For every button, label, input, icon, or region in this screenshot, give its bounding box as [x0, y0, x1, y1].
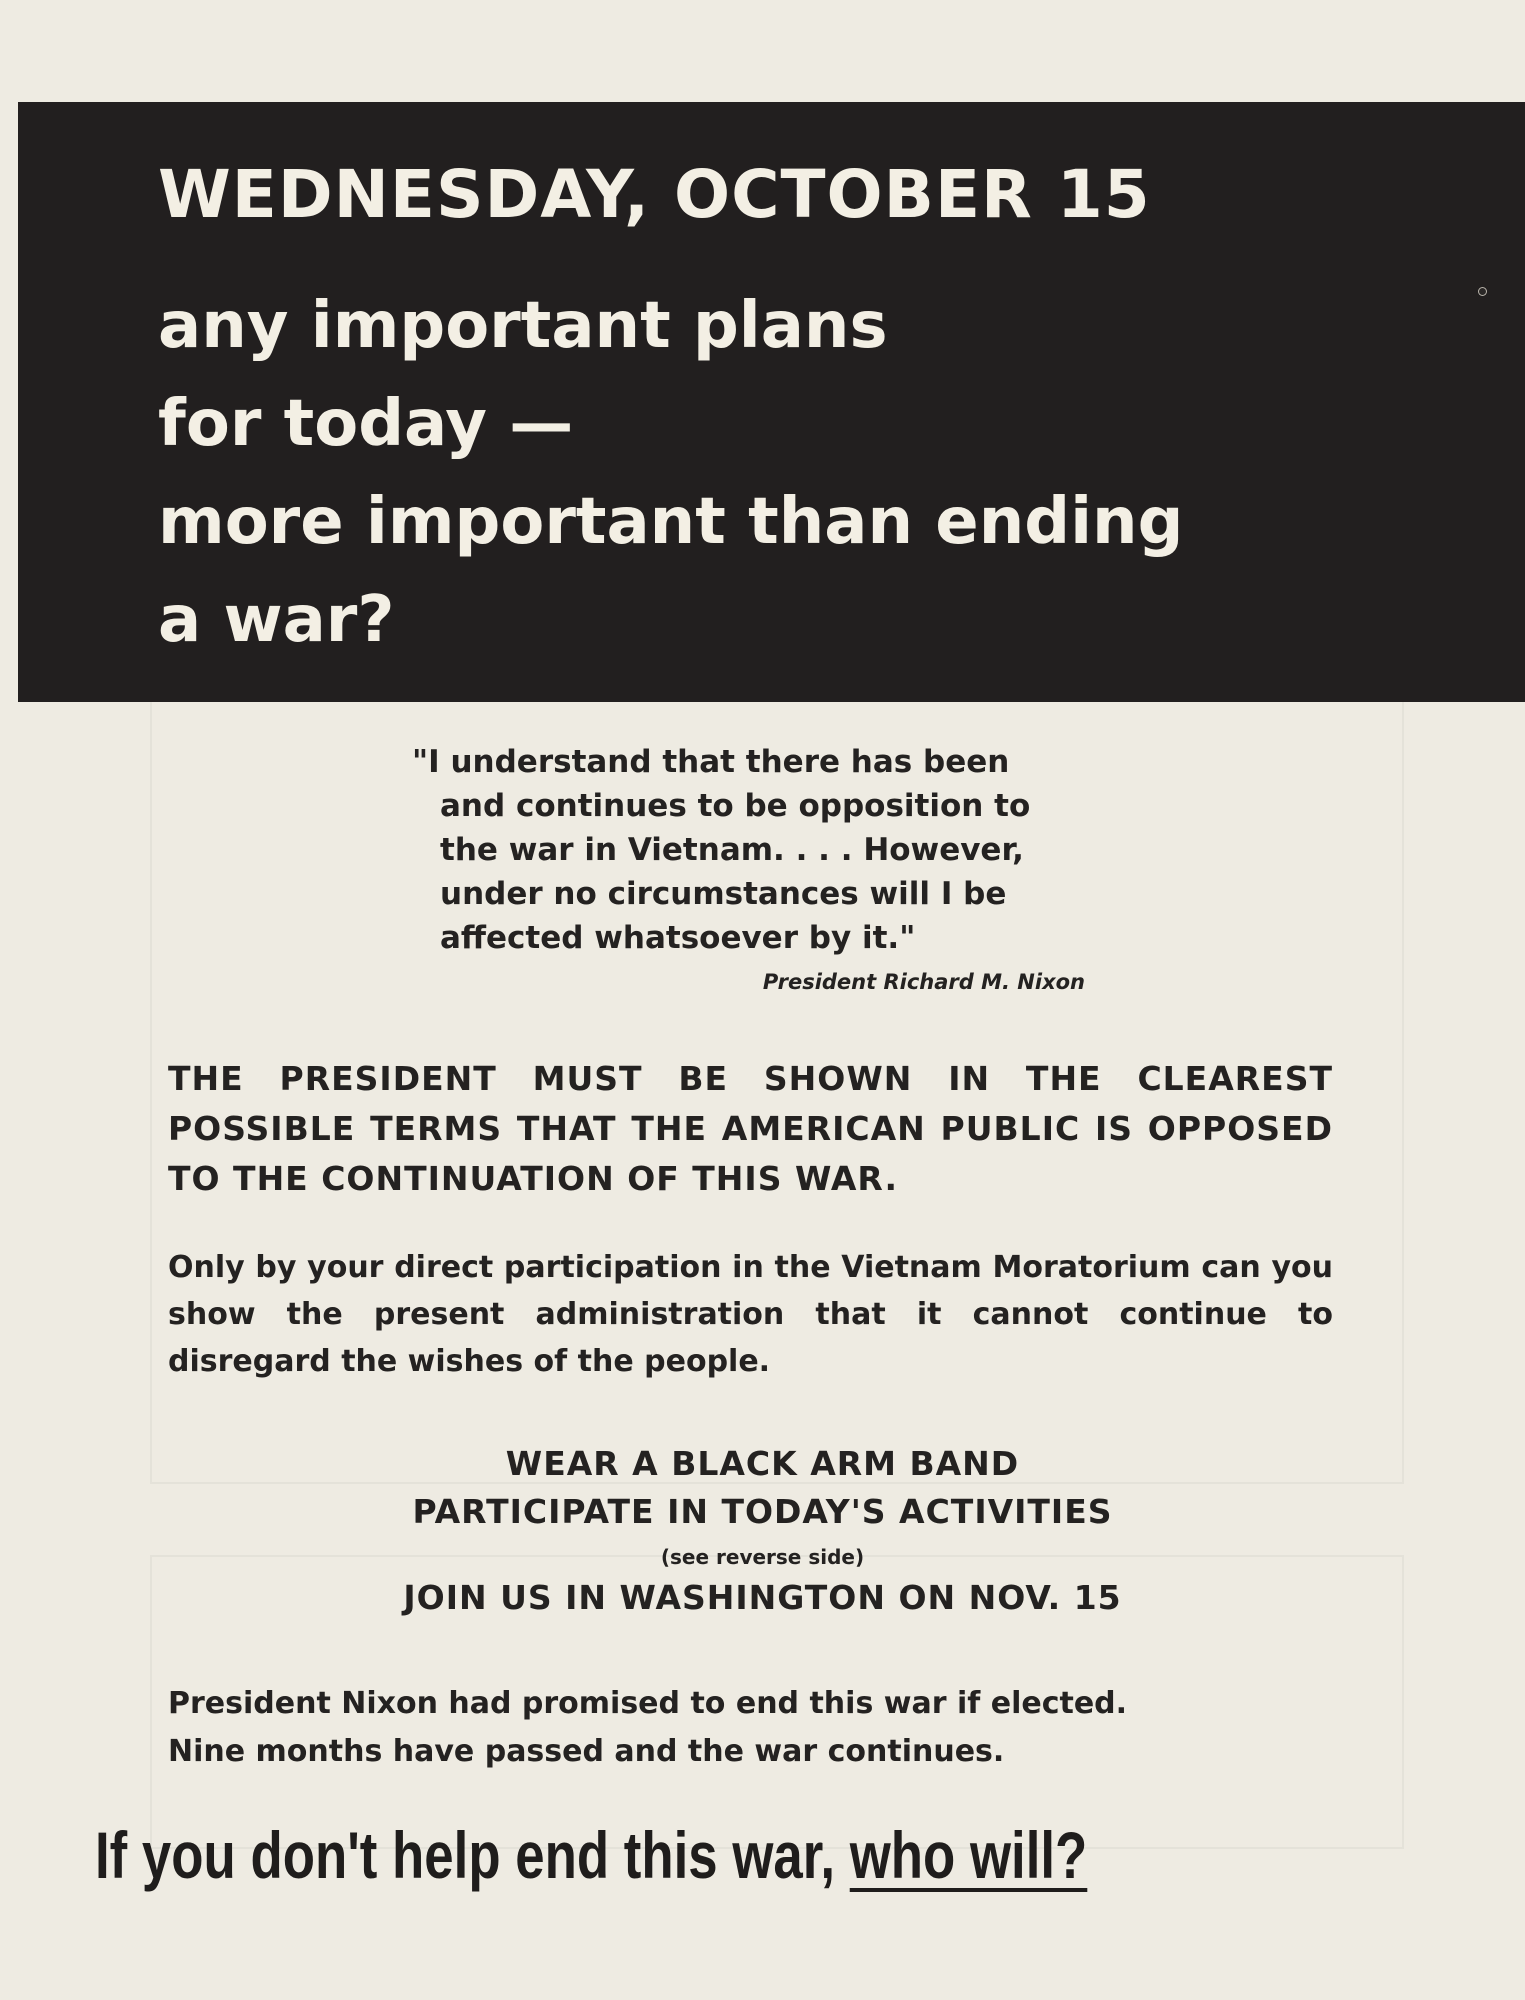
action-washington: JOIN US IN WASHINGTON ON NOV. 15 [403, 1578, 1122, 1617]
nixon-quote [412, 740, 1090, 960]
quote-attribution: President Richard M. Nixon [762, 970, 1085, 994]
participation-paragraph: Only by your direct participation in the Vietnam Moratorium can you show the present administration that it cannot continue to disregard the wishes of the people. [168, 1250, 1333, 1379]
quote-line-1: "I understand that there has been [412, 744, 1010, 780]
quote-line-4: under no circumstances will I be [440, 876, 1007, 912]
banner-question-line-2: for today — [158, 387, 574, 461]
punch-hole [1478, 287, 1487, 296]
banner-date: WEDNESDAY, OCTOBER 15 [158, 156, 1151, 233]
banner-question-line-4: a war? [158, 583, 395, 657]
banner-question-line-3: more important than ending [158, 485, 1184, 559]
banner-question-line-1: any important plans [158, 289, 888, 363]
closing-text: If you don't help end this war, [95, 1818, 850, 1892]
president-statement: THE PRESIDENT MUST BE SHOWN IN THE CLEAREST POSSIBLE TERMS THAT THE AMERICAN PUBLIC IS OPPOSED TO THE CONTINUATION OF THIS WAR. [168, 1059, 1333, 1198]
quote-line-5: affected whatsoever by it." [440, 920, 916, 956]
promise-paragraph [168, 1680, 1318, 1776]
promise-line-2: Nine months have passed and the war continues. [168, 1734, 1005, 1769]
closing-emphasis: who will? [849, 1818, 1088, 1892]
quote-line-3: the war in Vietnam. . . . However, [440, 832, 1024, 868]
quote-line-2: and continues to be opposition to [440, 788, 1031, 824]
headline-banner [18, 102, 1525, 702]
action-reverse-note: (see reverse side) [660, 1545, 865, 1569]
action-arm-band: WEAR A BLACK ARM BAND [505, 1444, 1020, 1483]
promise-line-1: President Nixon had promised to end this war if elected. [168, 1686, 1128, 1721]
action-participate: PARTICIPATE IN TODAY'S ACTIVITIES [412, 1492, 1113, 1531]
closing-headline [95, 1818, 1183, 1892]
